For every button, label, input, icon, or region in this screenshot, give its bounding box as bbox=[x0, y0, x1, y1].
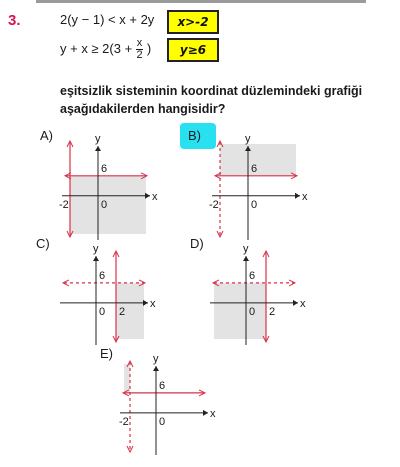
y-axis-label: y bbox=[245, 133, 251, 145]
arrow-icon bbox=[93, 256, 99, 261]
arrow-icon bbox=[295, 193, 300, 199]
horizontal-value-label: 6 bbox=[101, 162, 108, 175]
inequality-2-left: y + x ≥ 2(3 + bbox=[60, 40, 133, 56]
inequality-2-right: ) bbox=[146, 40, 152, 56]
solution-region bbox=[70, 176, 146, 234]
fraction-denominator: 2 bbox=[136, 49, 143, 61]
arrow-icon bbox=[153, 366, 159, 371]
option-e-graph[interactable] bbox=[118, 352, 218, 457]
arrow-icon bbox=[95, 146, 101, 151]
option-b-graph[interactable] bbox=[210, 132, 310, 242]
vertical-value-label: 2 bbox=[119, 305, 126, 318]
option-a-label[interactable]: A) bbox=[40, 128, 53, 143]
fraction-numerator: x bbox=[136, 37, 143, 49]
horizontal-value-label: 6 bbox=[249, 269, 256, 282]
origin-label: 0 bbox=[101, 198, 108, 211]
vertical-value-label: -2 bbox=[119, 415, 129, 428]
y-axis-label: y bbox=[243, 243, 249, 255]
arrow-icon bbox=[203, 410, 208, 416]
y-axis-label: y bbox=[153, 353, 159, 365]
option-c-graph[interactable] bbox=[58, 242, 158, 347]
option-d-graph[interactable] bbox=[208, 242, 308, 347]
origin-label: 0 bbox=[249, 305, 256, 318]
vertical-value-label: 2 bbox=[269, 305, 276, 318]
inequality-2 bbox=[60, 38, 151, 61]
option-a-graph[interactable] bbox=[60, 132, 160, 242]
question-text-line-2: aşağıdakilerden hangisidir? bbox=[60, 102, 226, 116]
handwritten-note-1: x>-2 bbox=[167, 10, 219, 34]
fraction bbox=[136, 38, 144, 61]
question-text-line-1: eşitsizlik sisteminin koordinat düzlemindeki grafiği bbox=[60, 84, 363, 98]
horizontal-value-label: 6 bbox=[251, 162, 258, 175]
vertical-value-label: -2 bbox=[59, 198, 69, 211]
x-axis-label: x bbox=[152, 190, 158, 203]
top-rule bbox=[36, 0, 366, 3]
handwritten-note-2: y≥6 bbox=[167, 38, 219, 62]
origin-label: 0 bbox=[251, 198, 258, 211]
option-c-label[interactable]: C) bbox=[36, 236, 50, 251]
horizontal-value-label: 6 bbox=[159, 379, 166, 392]
arrow-icon bbox=[243, 256, 249, 261]
option-b-label[interactable]: B) bbox=[188, 128, 201, 143]
vertical-value-label: -2 bbox=[209, 198, 219, 211]
origin-label: 0 bbox=[159, 415, 166, 428]
arrow-icon bbox=[145, 193, 150, 199]
arrow-icon bbox=[293, 300, 298, 306]
question-number: 3. bbox=[8, 12, 21, 29]
solution-region bbox=[220, 144, 296, 176]
solution-region bbox=[124, 364, 130, 393]
x-axis-label: x bbox=[210, 407, 216, 420]
question-text bbox=[60, 82, 380, 118]
option-d-label[interactable]: D) bbox=[190, 236, 204, 251]
arrow-icon bbox=[143, 300, 148, 306]
inequality-1: 2(y − 1) < x + 2y bbox=[60, 12, 155, 27]
option-e-label[interactable]: E) bbox=[100, 346, 113, 361]
horizontal-value-label: 6 bbox=[99, 269, 106, 282]
x-axis-label: x bbox=[150, 297, 156, 310]
origin-label: 0 bbox=[99, 305, 106, 318]
y-axis-label: y bbox=[93, 243, 99, 255]
y-axis-label: y bbox=[95, 133, 101, 145]
x-axis-label: x bbox=[300, 297, 306, 310]
solution-region bbox=[214, 283, 266, 339]
x-axis-label: x bbox=[302, 190, 308, 203]
